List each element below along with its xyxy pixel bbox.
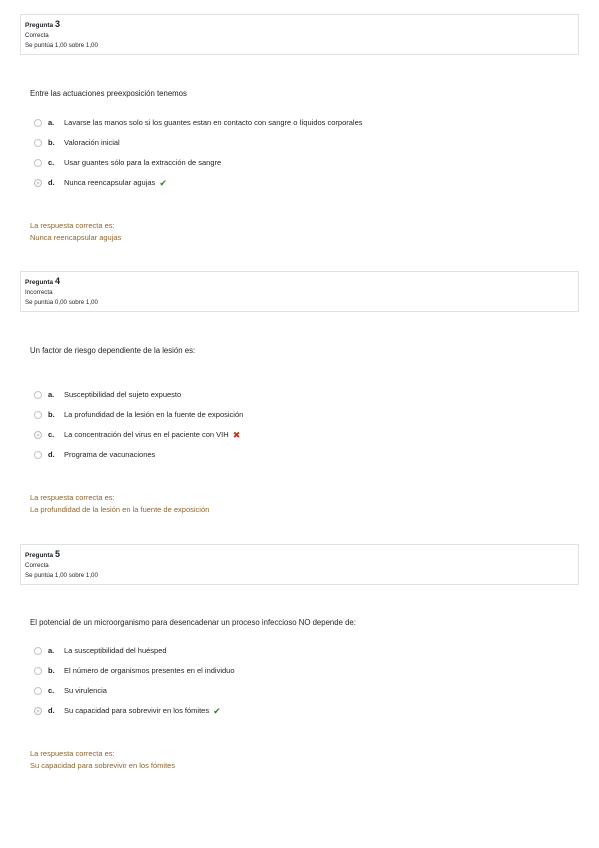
option-letter: d.	[48, 450, 55, 459]
option-c[interactable]	[30, 425, 243, 445]
question-3-feedback	[30, 220, 121, 244]
option-text: Programa de vacunaciones	[64, 450, 156, 459]
radio-button[interactable]	[34, 119, 42, 127]
option-letter: c.	[48, 158, 55, 167]
option-letter: a.	[48, 118, 55, 127]
radio-button-checked[interactable]	[34, 707, 42, 715]
option-letter: c.	[48, 430, 55, 439]
feedback-title: La respuesta correcta es:	[30, 493, 115, 502]
feedback-answer: Nunca reencapsular agujas	[30, 233, 122, 242]
check-icon: ✔	[213, 706, 221, 716]
question-4-formulation	[30, 345, 243, 465]
question-3	[20, 14, 579, 55]
question-grade: Se puntúa 0,00 sobre 1,00	[25, 299, 98, 306]
question-grade: Se puntúa 1,00 sobre 1,00	[25, 42, 98, 49]
option-letter: b.	[48, 410, 55, 419]
radio-button[interactable]	[34, 139, 42, 147]
option-text: La profundidad de la lesión en la fuente de exposición	[64, 410, 244, 419]
radio-button[interactable]	[34, 159, 42, 167]
option-c[interactable]	[30, 681, 356, 701]
option-text: Lavarse las manos solo si los guantes estan en contacto con sangre o líquidos corporales	[64, 118, 363, 127]
option-a[interactable]	[30, 641, 356, 661]
question-number-value: 3	[54, 19, 60, 29]
option-text: Usar guantes sólo para la extracción de sangre	[64, 158, 222, 167]
feedback-title: La respuesta correcta es:	[30, 221, 115, 230]
option-text: La susceptibilidad del huésped	[64, 646, 167, 655]
question-number	[25, 276, 574, 288]
radio-button[interactable]	[34, 667, 42, 675]
option-b[interactable]	[30, 405, 243, 425]
question-text: El potencial de un microorganismo para desencadenar un proceso infeccioso NO depende de:	[30, 618, 356, 627]
question-5-feedback	[30, 748, 175, 772]
option-b[interactable]	[30, 661, 356, 681]
radio-button[interactable]	[34, 411, 42, 419]
question-label: Pregunta	[25, 22, 54, 29]
answer-options	[30, 113, 363, 193]
option-a[interactable]	[30, 385, 243, 405]
option-letter: c.	[48, 686, 55, 695]
feedback-answer: La profundidad de la lesión en la fuente de exposición	[30, 505, 210, 514]
option-text: Nunca reencapsular agujas	[64, 178, 156, 187]
radio-button[interactable]	[34, 391, 42, 399]
question-text: Un factor de riesgo dependiente de la lesión es:	[30, 346, 196, 355]
question-text: Entre las actuaciones preexposición tenemos	[30, 89, 187, 98]
option-letter: a.	[48, 646, 55, 655]
radio-button-checked[interactable]	[34, 179, 42, 187]
question-grade: Se puntúa 1,00 sobre 1,00	[25, 572, 98, 579]
cross-icon: ✖	[232, 430, 241, 440]
feedback-answer: Su capacidad para sobrevivir en los fómites	[30, 761, 176, 770]
option-text: Su capacidad para sobrevivir en los fómites	[64, 706, 210, 715]
radio-button[interactable]	[34, 687, 42, 695]
question-info	[20, 544, 579, 585]
option-text: Su virulencia	[64, 686, 107, 695]
radio-button[interactable]	[34, 647, 42, 655]
option-d[interactable]	[30, 445, 243, 465]
question-label: Pregunta	[25, 279, 54, 286]
question-4-feedback	[30, 492, 209, 516]
question-info	[20, 14, 579, 55]
radio-button[interactable]	[34, 451, 42, 459]
question-number	[25, 549, 574, 561]
option-text: El número de organismos presentes en el individuo	[64, 666, 235, 675]
question-state: Correcta	[25, 562, 49, 569]
option-text: La concentración del virus en el paciente con VIH	[64, 430, 229, 439]
option-letter: d.	[48, 706, 55, 715]
question-state: Correcta	[25, 32, 49, 39]
question-number-value: 5	[54, 549, 60, 559]
check-icon: ✔	[159, 178, 167, 188]
question-5-formulation	[30, 617, 356, 721]
answer-options	[30, 385, 243, 465]
question-number	[25, 19, 574, 31]
question-5	[20, 544, 579, 585]
option-letter: a.	[48, 390, 55, 399]
option-text: Susceptibilidad del sujeto expuesto	[64, 390, 182, 399]
question-3-formulation	[30, 88, 363, 193]
option-letter: b.	[48, 138, 55, 147]
option-c[interactable]	[30, 153, 363, 173]
question-4	[20, 271, 579, 312]
option-d[interactable]	[30, 173, 363, 193]
answer-options	[30, 641, 356, 721]
option-letter: d.	[48, 178, 55, 187]
option-a[interactable]	[30, 113, 363, 133]
question-label: Pregunta	[25, 552, 54, 559]
option-b[interactable]	[30, 133, 363, 153]
question-info	[20, 271, 579, 312]
option-text: Valoración inicial	[64, 138, 120, 147]
question-state: Incorrecta	[25, 289, 53, 296]
option-d[interactable]	[30, 701, 356, 721]
radio-button-checked[interactable]	[34, 431, 42, 439]
feedback-title: La respuesta correcta es:	[30, 749, 115, 758]
question-number-value: 4	[54, 276, 60, 286]
option-letter: b.	[48, 666, 55, 675]
